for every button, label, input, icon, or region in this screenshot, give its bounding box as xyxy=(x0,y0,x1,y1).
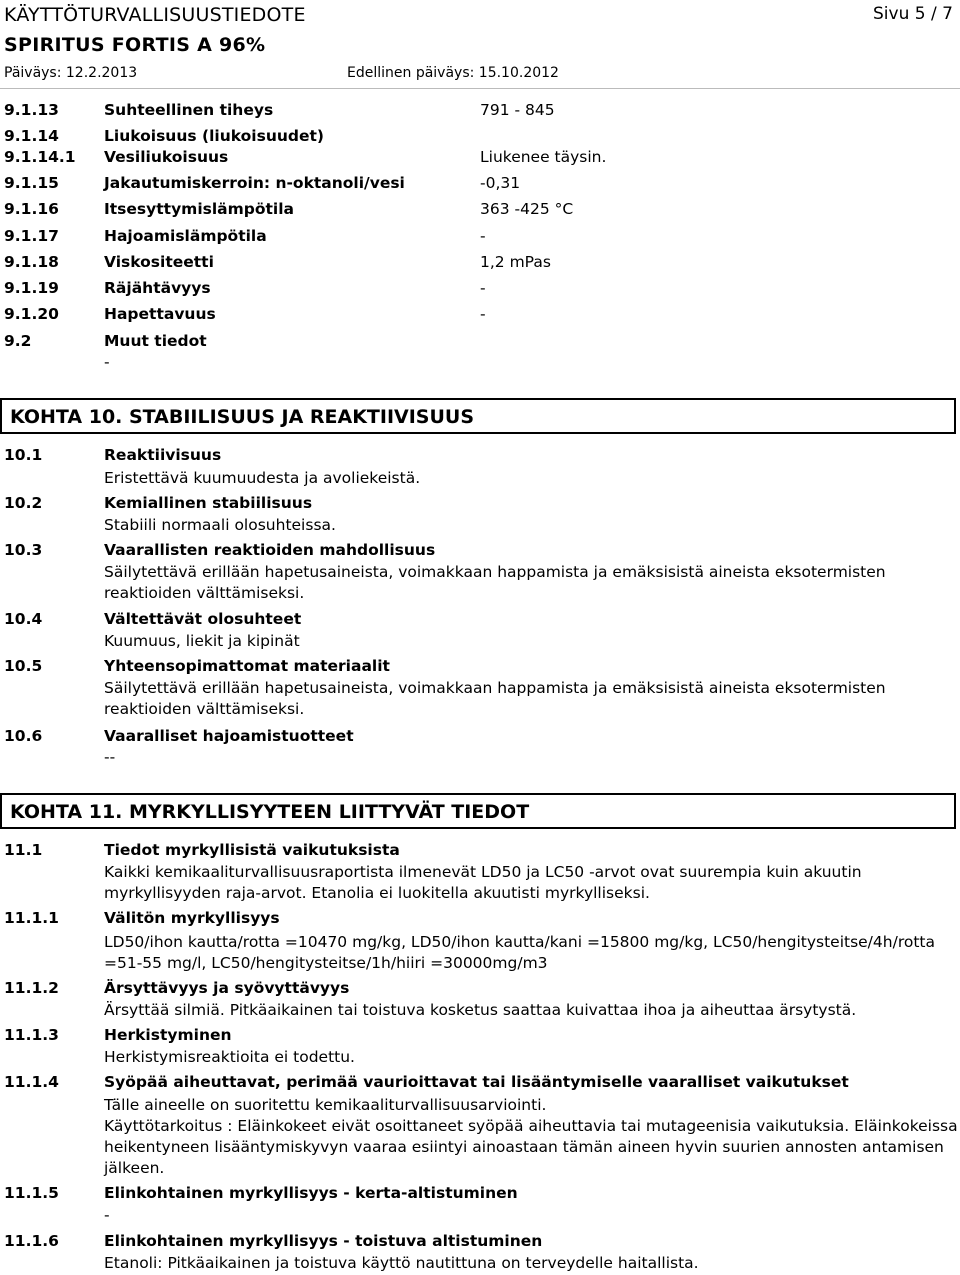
property-label: Hajoamislämpötila xyxy=(104,227,267,245)
header-divider xyxy=(0,88,960,89)
property-value: - xyxy=(480,305,486,323)
item-text: Etanoli: Pitkäaikainen ja toistuva käyttö nautittuna on terveydelle haitallista. xyxy=(104,1254,699,1272)
property-value: - xyxy=(480,227,486,245)
item-number: 10.5 xyxy=(4,657,43,675)
item-number: 10.6 xyxy=(4,727,43,745)
item-text: Stabiili normaali olosuhteissa. xyxy=(104,516,336,534)
property-number: 9.1.18 xyxy=(4,253,59,271)
item-number: 11.1.6 xyxy=(4,1232,59,1250)
property-value: -0,31 xyxy=(480,174,521,192)
property-label: Hapettavuus xyxy=(104,305,216,323)
item-text: Tälle aineelle on suoritettu kemikaaliturvallisuusarviointi. xyxy=(104,1096,547,1114)
product-name: SPIRITUS FORTIS A 96% xyxy=(4,34,266,56)
muut-tiedot-text: - xyxy=(104,353,110,371)
item-label: Elinkohtainen myrkyllisyys - toistuva altistuminen xyxy=(104,1232,543,1250)
property-label: Viskositeetti xyxy=(104,253,214,271)
property-label: Liukoisuus (liukoisuudet) xyxy=(104,127,324,145)
page-number: Sivu 5 / 7 xyxy=(873,4,953,24)
item-number: 10.2 xyxy=(4,494,43,512)
item-text: Säilytettävä erillään hapetusaineista, voimakkaan happamista ja emäksisistä aineista eksotermisten reaktioiden välttämiseksi. xyxy=(104,679,886,718)
item-number: 11.1.5 xyxy=(4,1184,59,1202)
item-text: Ärsyttää silmiä. Pitkäaikainen tai toistuva kosketus saattaa kuivattaa ihoa ja aiheuttaa ärsytystä. xyxy=(104,1001,857,1019)
property-label: Itsesyttymislämpötila xyxy=(104,200,295,218)
property-value: 363 -425 °C xyxy=(480,200,574,218)
item-label: Vaarallisten reaktioiden mahdollisuus xyxy=(104,541,436,559)
property-number: 9.2 xyxy=(4,332,32,350)
property-number: 9.1.14 xyxy=(4,127,59,145)
item-label: Elinkohtainen myrkyllisyys - kerta-altistuminen xyxy=(104,1184,518,1202)
document-type-title: KÄYTTÖTURVALLISUUSTIEDOTE xyxy=(4,4,306,26)
issue-date: Päiväys: 12.2.2013 xyxy=(4,65,138,81)
item-text: Herkistymisreaktioita ei todettu. xyxy=(104,1048,355,1066)
property-value: - xyxy=(480,279,486,297)
property-label: Suhteellinen tiheys xyxy=(104,101,274,119)
item-number: 10.4 xyxy=(4,610,43,628)
item-number: 11.1.2 xyxy=(4,979,59,997)
item-label: Vältettävät olosuhteet xyxy=(104,610,302,628)
property-number: 9.1.19 xyxy=(4,279,59,297)
item-label: Reaktiivisuus xyxy=(104,446,222,464)
section-heading-text: KOHTA 11. MYRKYLLISYYTEEN LIITTYVÄT TIEDOT xyxy=(10,801,530,823)
item-text: Säilytettävä erillään hapetusaineista, voimakkaan happamista ja emäksisistä aineista eksotermisten reaktioiden välttämiseksi. xyxy=(104,563,886,602)
item-label: Ärsyttävyys ja syövyttävyys xyxy=(104,979,350,997)
item-text-continued: Käyttötarkoitus : Eläinkokeet eivät osoittaneet syöpää aiheuttavia tai mutageenisia vaikutuksia. Eläinkokeissa heikentyneen lisääntymiskyvyn vaaraa esiintyi ainoastaan tämän aineen hyvin suurien annosten antamisen jälkeen. xyxy=(104,1117,958,1177)
property-label: Räjähtävyys xyxy=(104,279,211,297)
item-label: Herkistyminen xyxy=(104,1026,232,1044)
item-label: Tiedot myrkyllisistä vaikutuksista xyxy=(104,841,400,859)
item-text: Eristettävä kuumuudesta ja avoliekeistä. xyxy=(104,469,421,487)
property-label: Muut tiedot xyxy=(104,332,207,350)
property-number: 9.1.14.1 xyxy=(4,148,76,166)
item-label: Yhteensopimattomat materiaalit xyxy=(104,657,390,675)
previous-date: Edellinen päiväys: 15.10.2012 xyxy=(347,65,559,81)
section-10-heading xyxy=(0,398,956,434)
item-number: 11.1.3 xyxy=(4,1026,59,1044)
item-number: 11.1.4 xyxy=(4,1073,59,1091)
section-heading-text: KOHTA 10. STABIILISUUS JA REAKTIIVISUUS xyxy=(10,406,475,428)
property-value: 1,2 mPas xyxy=(480,253,551,271)
property-value: 791 - 845 xyxy=(480,101,555,119)
property-value: Liukenee täysin. xyxy=(480,148,607,166)
item-number: 11.1.1 xyxy=(4,909,59,927)
property-number: 9.1.20 xyxy=(4,305,59,323)
property-number: 9.1.16 xyxy=(4,200,59,218)
item-text: Kuumuus, liekit ja kipinät xyxy=(104,632,300,650)
item-label: Syöpää aiheuttavat, perimää vaurioittavat tai lisääntymiselle vaaralliset vaikutukset xyxy=(104,1073,849,1091)
item-text: -- xyxy=(104,748,116,766)
property-number: 9.1.15 xyxy=(4,174,59,192)
item-number: 10.1 xyxy=(4,446,43,464)
item-label: Vaaralliset hajoamistuotteet xyxy=(104,727,354,745)
item-text: - xyxy=(104,1206,110,1224)
property-number: 9.1.13 xyxy=(4,101,59,119)
property-label: Jakautumiskerroin: n-oktanoli/vesi xyxy=(104,174,405,192)
section-11-heading xyxy=(0,793,956,829)
item-number: 10.3 xyxy=(4,541,43,559)
item-text: Kaikki kemikaaliturvallisuusraportista ilmenevät LD50 ja LC50 -arvot ovat suurempia kuin akuutin myrkyllisyyden raja-arvot. Etanolia ei luokitella akuutisti myrkylliseksi. xyxy=(104,863,862,902)
item-text: LD50/ihon kautta/rotta =10470 mg/kg, LD50/ihon kautta/kani =15800 mg/kg, LC50/hengitysteitse/4h/rotta =51-55 mg/l, LC50/hengitysteitse/1h/hiiri =30000mg/m3 xyxy=(104,933,935,972)
item-label: Välitön myrkyllisyys xyxy=(104,909,280,927)
property-label: Vesiliukoisuus xyxy=(104,148,229,166)
property-number: 9.1.17 xyxy=(4,227,59,245)
item-label: Kemiallinen stabiilisuus xyxy=(104,494,313,512)
item-number: 11.1 xyxy=(4,841,43,859)
